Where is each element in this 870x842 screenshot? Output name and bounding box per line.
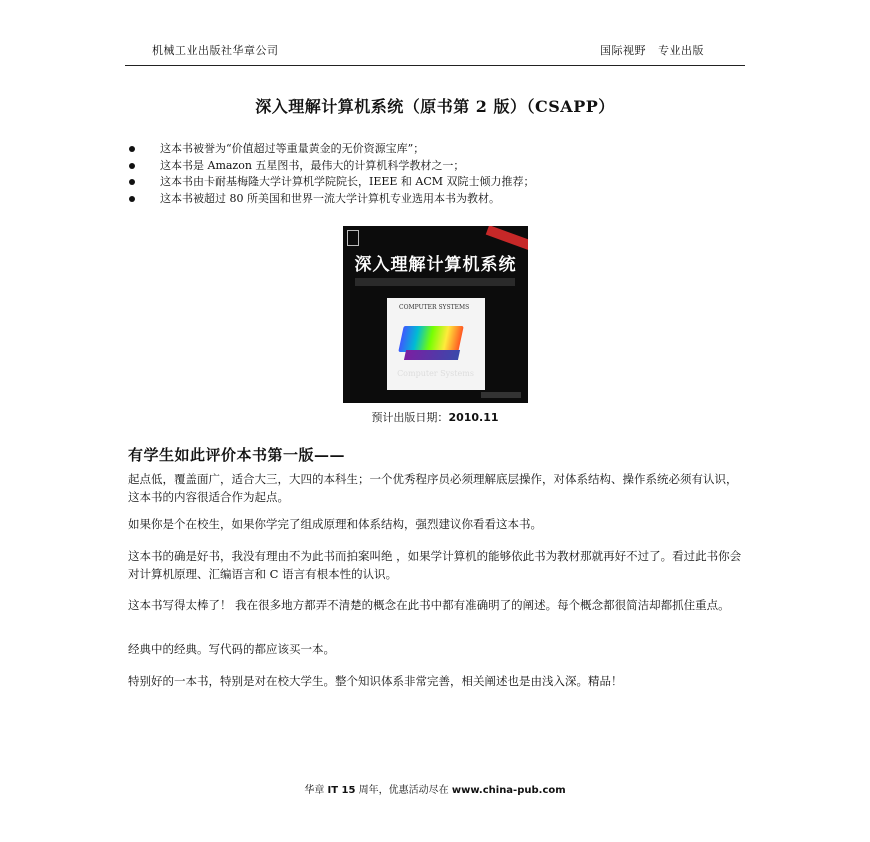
publish-date-value: 2010.11 [448,411,499,424]
highlight-text: 这本书由卡耐基梅隆大学计算机学院院长，IEEE 和 ACM 双院士倾力推荐； [160,175,535,188]
bullet-icon [129,163,135,169]
footer-prefix: 华章 [304,785,325,796]
review-paragraph: 如果你是个在校生，如果你学完了组成原理和体系结构，强烈建议你看看这本书。 [128,517,542,531]
cover-title: 深入理解计算机系统 [354,255,517,275]
footer-anniversary: IT 15 [327,785,356,796]
cover-inner-title: COMPUTER SYSTEMS [399,304,470,311]
publish-date-caption [0,409,870,425]
highlight-item [128,141,535,158]
footer-middle: 周年，优惠活动尽在 [358,785,449,796]
review-paragraph: 特别好的一本书，特别是对在校大学生。整个知识体系非常完善，相关阐述也是由浅入深。精品！ [128,674,623,688]
cover-graphic [398,326,464,352]
footer-promo [0,781,870,796]
review-paragraph: 这本书写得太棒了！ 我在很多地方都弄不清楚的概念在此书中都有准确明了的阐述。每个概念都很简洁却都抓住重点。 [128,598,730,612]
review-paragraph: 经典中的经典。写代码的都应该买一本。 [128,642,335,656]
header-slogan-2: 专业出版 [658,44,704,57]
cover-authors-bar [355,278,515,286]
header-divider [125,65,745,66]
header-slogan [600,42,704,58]
header-publisher: 机械工业出版社华章公司 [152,44,279,57]
cover-graphic-base [404,350,460,360]
highlight-text: 这本书被誉为“价值超过等重量黄金的无价资源宝库”； [160,142,425,155]
highlight-item [128,158,535,175]
review-paragraph: 起点低，覆盖面广，适合大三，大四的本科生；一个优秀程序员必须理解底层操作，对体系结构、操作系统必须有认识，这本书的内容很适合作为起点。 [128,472,738,504]
highlight-text: 这本书是 Amazon 五星图书，最伟大的计算机科学教材之一； [160,158,465,172]
bullet-icon [129,179,135,185]
book-cover-image [343,226,528,403]
cover-publisher-mark [481,392,521,398]
header-slogan-1: 国际视野 [600,44,646,57]
highlight-item [128,174,535,191]
review-paragraph: 这本书的确是好书，我没有理由不为此书而拍案叫绝 ，如果学计算机的能够依此书为教材那就再好不过了。看过此书你会对计算机原理、汇编语言和 C 语言有根本性的认识。 [128,549,742,581]
edition-ribbon [486,226,528,251]
bullet-icon [129,146,135,152]
bullet-icon [129,196,135,202]
highlight-text: 这本书被超过 80 所美国和世界一流大学计算机专业选用本书为教材。 [160,191,500,205]
publisher-logo-icon [347,230,359,246]
reviews-heading: 有学生如此评价本书第一版—— [128,446,346,464]
footer-site-link[interactable]: www.china-pub.com [451,785,566,796]
cover-bottom-text: Computer Systems [397,369,474,378]
highlight-item [128,191,535,208]
highlights-list [128,141,535,207]
book-title: 深入理解计算机系统（原书第 2 版）（CSAPP） [255,97,615,116]
publish-date-label: 预计出版日期： [371,411,449,424]
